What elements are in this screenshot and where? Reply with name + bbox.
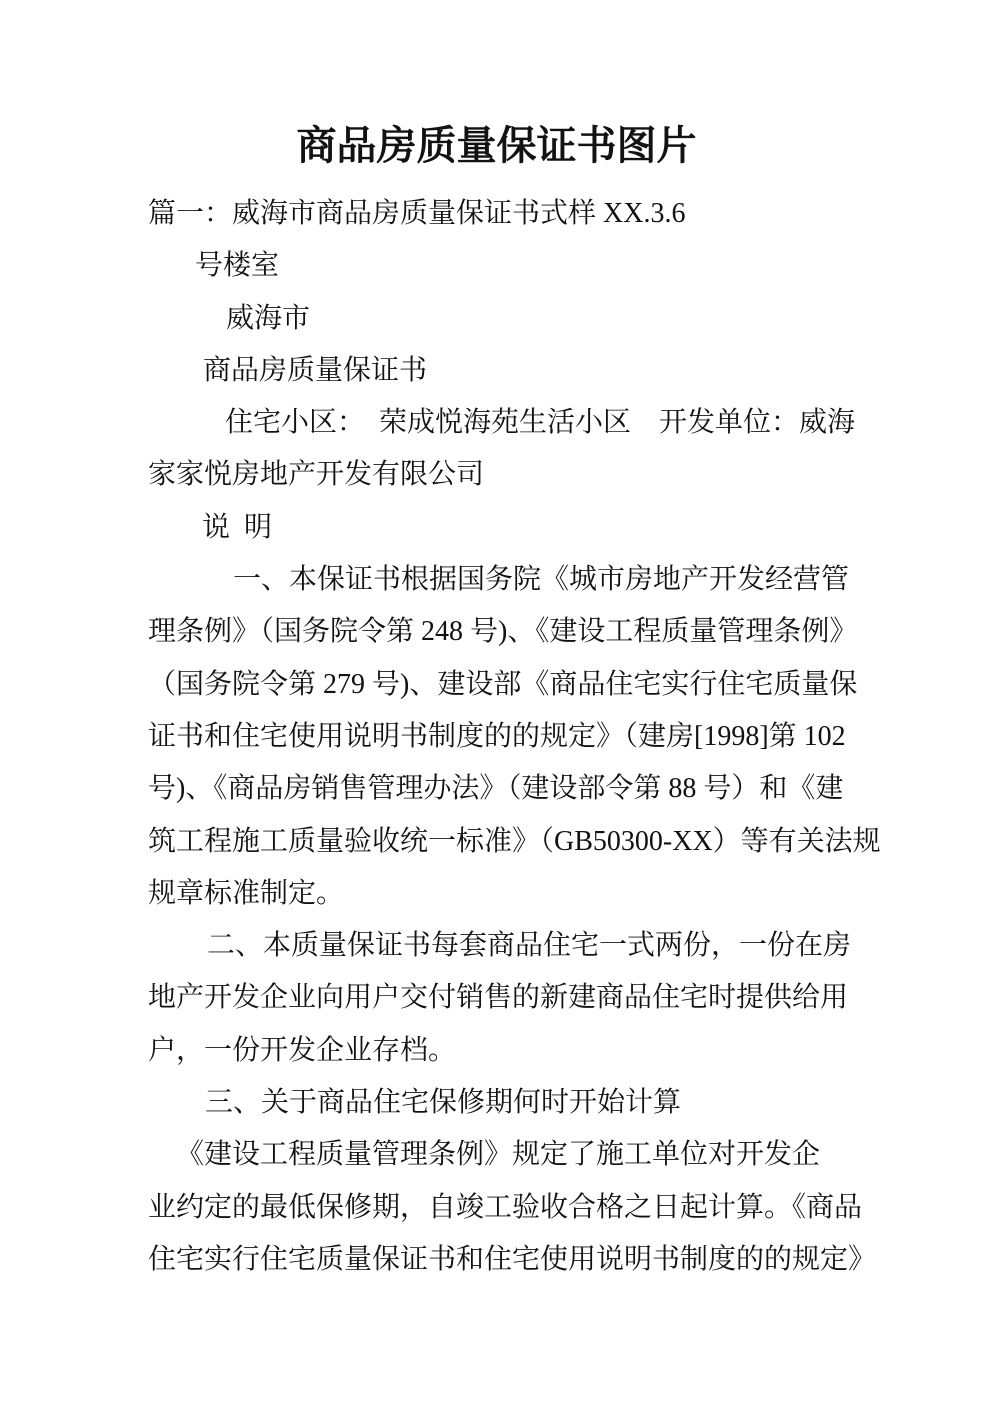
doc-line-item2: 二、本质量保证书每套商品住宅一式两份，一份在房 — [207, 930, 852, 962]
doc-line-item3-cont: 业约定的最低保修期，自竣工验收合格之日起计算。《商品 — [148, 1191, 863, 1223]
doc-line-item1-cont: 理条例》（国务院令第 248 号)、《建设工程质量管理条例》 — [148, 616, 858, 648]
document-title: 商品房质量保证书图片 — [296, 123, 697, 168]
document-body — [148, 188, 893, 1286]
doc-line-item1-cont: 筑工程施工质量验收统一标准》（GB50300-XX）等有关法规 — [148, 825, 881, 857]
doc-line-subtitle: 商品房质量保证书 — [203, 354, 428, 386]
doc-line-explanation-heading: 说 明 — [202, 511, 273, 543]
doc-line-building-room: 号楼室 — [195, 250, 280, 282]
doc-line-part1-heading: 篇一：威海市商品房质量保证书式样 XX.3.6 — [148, 198, 686, 229]
doc-line-item1-cont: 号)、《商品房销售管理办法》（建设部令第 88 号）和《建 — [148, 773, 844, 805]
doc-line-developer-cont: 家家悦房地产开发有限公司 — [148, 459, 485, 491]
doc-line-item1-cont: 证书和住宅使用说明书制度的的规定》（建房[1998]第 102 — [148, 720, 846, 752]
doc-line-item3-cont: 住宅实行住宅质量保证书和住宅使用说明书制度的的规定》 — [148, 1243, 877, 1275]
doc-line-item1-cont: （国务院令第 279 号)、建设部《商品住宅实行住宅质量保 — [148, 668, 858, 700]
doc-line-item1-cont: 规章标准制定。 — [148, 877, 345, 909]
doc-line-community-developer: 住宅小区： 荣成悦海苑生活小区 开发单位：威海 — [225, 407, 856, 439]
doc-line-item2-cont: 地产开发企业向用户交付销售的新建商品住宅时提供给用 — [148, 982, 849, 1014]
doc-line-item3-cont: 《建设工程质量管理条例》规定了施工单位对开发企 — [176, 1139, 821, 1171]
doc-line-item2-cont: 户，一份开发企业存档。 — [148, 1034, 457, 1066]
doc-line-city: 威海市 — [226, 302, 311, 334]
doc-line-item3: 三、关于商品住宅保修期何时开始计算 — [205, 1087, 682, 1119]
doc-line-item1: 一、本保证书根据国务院《城市房地产开发经营管 — [233, 564, 850, 596]
